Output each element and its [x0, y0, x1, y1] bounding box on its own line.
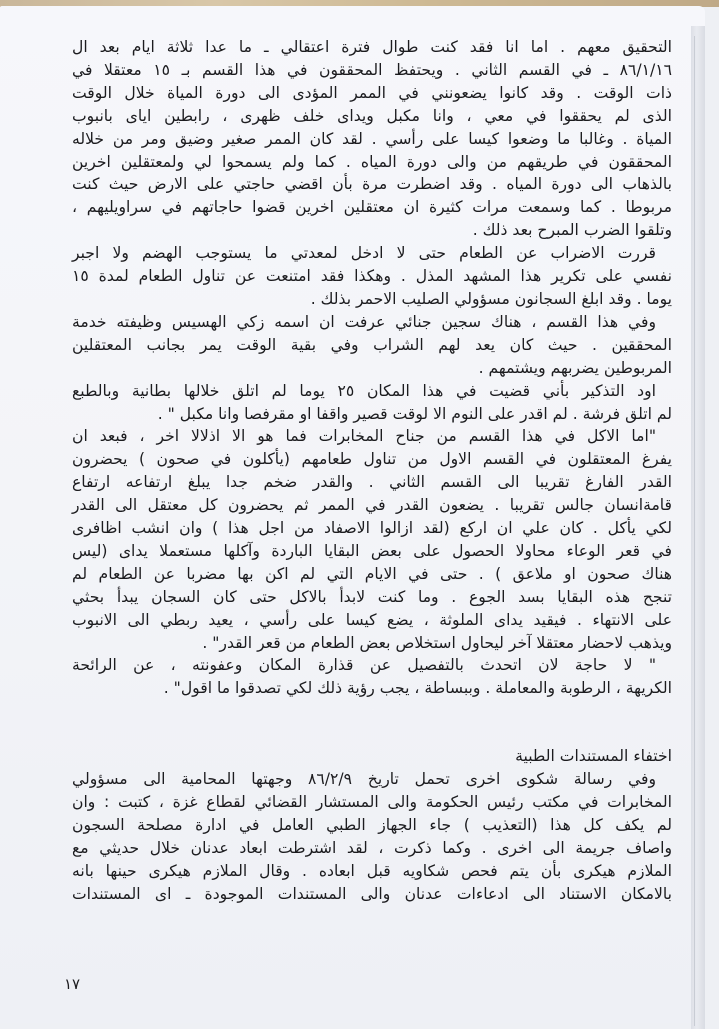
- text-line: المربوطين يضربهم ويشتمهم .: [478, 358, 672, 377]
- page-edge-shadow: [694, 36, 695, 1026]
- paragraph-1: [72, 36, 672, 242]
- text-line: بالامكان الاستناد الى ادعاءات عدنان والى المستندات الموجودة ـ اى المستندات: [72, 884, 672, 903]
- section-heading: اختفاء المستندات الطبية: [515, 747, 672, 766]
- text-line: " لا حاجة لان اتحدث بالتفصيل عن قذارة المكان وعفونته ، عن الرائحة: [72, 656, 656, 675]
- text-line: الكريهة ، الرطوبة والمعاملة . وببساطة ، يجب رؤية ذلك لكي تصدقوا ما اقول" .: [163, 679, 672, 698]
- paragraph-6: [72, 654, 672, 700]
- text-line: هناك صحون او ملاعق ) . حتى في الايام التي لم اكن بها مضربا عن الطعام لم: [72, 564, 672, 583]
- text-line: اود التذكير بأني قضيت في هذا المكان ٢٥ يوما لم اتلق خلالها بطانية وبالطبع: [72, 381, 656, 400]
- text-line: المخابرات في مكتب رئيس الحكومة والى المستشار القضائي لقطاع غزة ، كتبت : وان: [72, 793, 672, 812]
- text-line: قامةانسان جالس تقريبا . يضعون القدر في الممر ثم يحضرون كل معتقل الى القدر: [72, 496, 672, 515]
- text-line: واصاف جريمة الى اخرى . وكما ذكرت ، لقد اشترطت ابعاد عدنان خلال حديثي مع: [72, 838, 672, 857]
- paragraph-3: [72, 311, 672, 380]
- text-line: الذى لم يحققوا في معي ، وانا مكبل ويداى خلف ظهرى ، رابطين اياى بانبوب: [72, 106, 672, 125]
- text-line: لم اتلق فرشة . لم اقدر على النوم الا لوقت قصير واقفا او مقرفصا وانا مكبل " .: [157, 404, 672, 423]
- paragraph-2: [72, 242, 672, 311]
- paragraph-4: [72, 380, 672, 426]
- text-line: لم يكف كل هذا (التعذيب ) جاء الجهاز الطبي العامل في ادارة مصلحة السجون: [72, 816, 672, 834]
- text-line: قررت الاضراب عن الطعام حتى لا ادخل لمعدتي ما يستوجب الهضم ولا اجبر: [72, 244, 656, 263]
- text-line: المحققون في طريقهم من والى دورة المياه . كما ولم يسمحوا لي ولمعتقلين اخرين: [72, 152, 672, 171]
- text-line: وتلقوا الضرب المبرح بعد ذلك .: [472, 221, 672, 240]
- text-line: يوما . وقد ابلغ السجانون مسؤولي الصليب الاحمر بذلك .: [310, 289, 672, 308]
- text-line: على الانتهاء . فيقيد يداى الملوثة ، يضع كيسا على رأسي ، يعيد ربطي الى الانبوب: [72, 610, 672, 629]
- text-line: التحقيق معهم . اما انا فقد كنت طوال فترة اعتقالي ـ ما عدا ثلاثة ايام بعد ال: [72, 38, 672, 56]
- text-line: تنجح هذه البقايا بسد الجوع . وما كنت لابدأ بالاكل حتى كان السجان يبدأ بحثي: [72, 587, 672, 606]
- text-line: مربوطا . كما وسمعت مرات كثيرة ان معتقلين اخرين قضوا حاجاتهم في سراويليهم ،: [72, 198, 672, 217]
- text-line: لكي يأكل . كان علي ان اركع (لقد ازالوا الاصفاد من اجل هذا ) وان انشب اظافرى: [72, 519, 672, 538]
- text-line: وفي هذا القسم ، هناك سجين جنائي عرفت ان اسمه زكي الهسيس وظيفته خدمة: [72, 312, 656, 331]
- text-line: "اما الاكل في هذا القسم من جناح المخابرات فما هو الا اذلالا اخر ، فبعد ان: [72, 427, 656, 446]
- text-line: بالذهاب الى دورة المياه . وقد اضطرت مرة بأن اقضي حاجتي على الارض حيث كنت: [72, 175, 672, 194]
- page-number: ١٧: [64, 975, 81, 993]
- text-line: ويذهب لاحضار معتقلا آخر ليحاول استخلاص بعض الطعام من قعر القدر" .: [202, 633, 672, 652]
- text-line: القدر الفارغ تقريبا الى القسم الثاني . والقدر ضخم جدا يبلغ ارتفاعه ارتفاع: [72, 473, 672, 492]
- text-line: نفسي على تكرير هذا المشهد المذل . وهكذا فقد امتنعت عن تناول الطعام لمدة ١٥: [72, 267, 672, 286]
- text-line: يفرغ المعتقلون في القسم الاول من تناول طعامهم (يأكلون في صحون ) يحضرون: [72, 450, 672, 469]
- text-line: ٨٦/١/١٦ ـ في القسم الثاني . ويحتفظ المحققون في هذا القسم بـ ١٥ معتقلا في: [72, 60, 672, 79]
- body-text: [72, 36, 672, 906]
- text-line: وفي رسالة شكوى اخرى تحمل تاريخ ٨٦/٢/٩ وجهتها المحامية الى مسؤولي: [72, 770, 656, 789]
- text-line: الملازم هيكرى بأن يتم فحص شكاويه قبل ابعاده . وقال الملازم هيكرى حينها بانه: [72, 861, 672, 880]
- paragraph-5: [72, 425, 672, 654]
- text-line: المحققين . حيث كان يعد لهم الشراب وفي بقية الوقت يمر بجانب المعتقلين: [72, 335, 672, 354]
- section-paragraph-1: [72, 768, 672, 905]
- section-spacer: [72, 700, 672, 745]
- text-line: المياة . وغالبا ما وضعوا كيسا على رأسي . لقد كان الممر صغير وضيق ومر من خلاله: [72, 129, 672, 148]
- text-line: ذات الوقت . وقد كانوا يضعونني في الممر المؤدى الى دورة المياة خلال الوقت: [72, 83, 672, 102]
- text-line: في قعر الوعاء محاولا الحصول على بعض البقايا الباردة وآكلها مستعملا يداى (ليس: [72, 541, 672, 560]
